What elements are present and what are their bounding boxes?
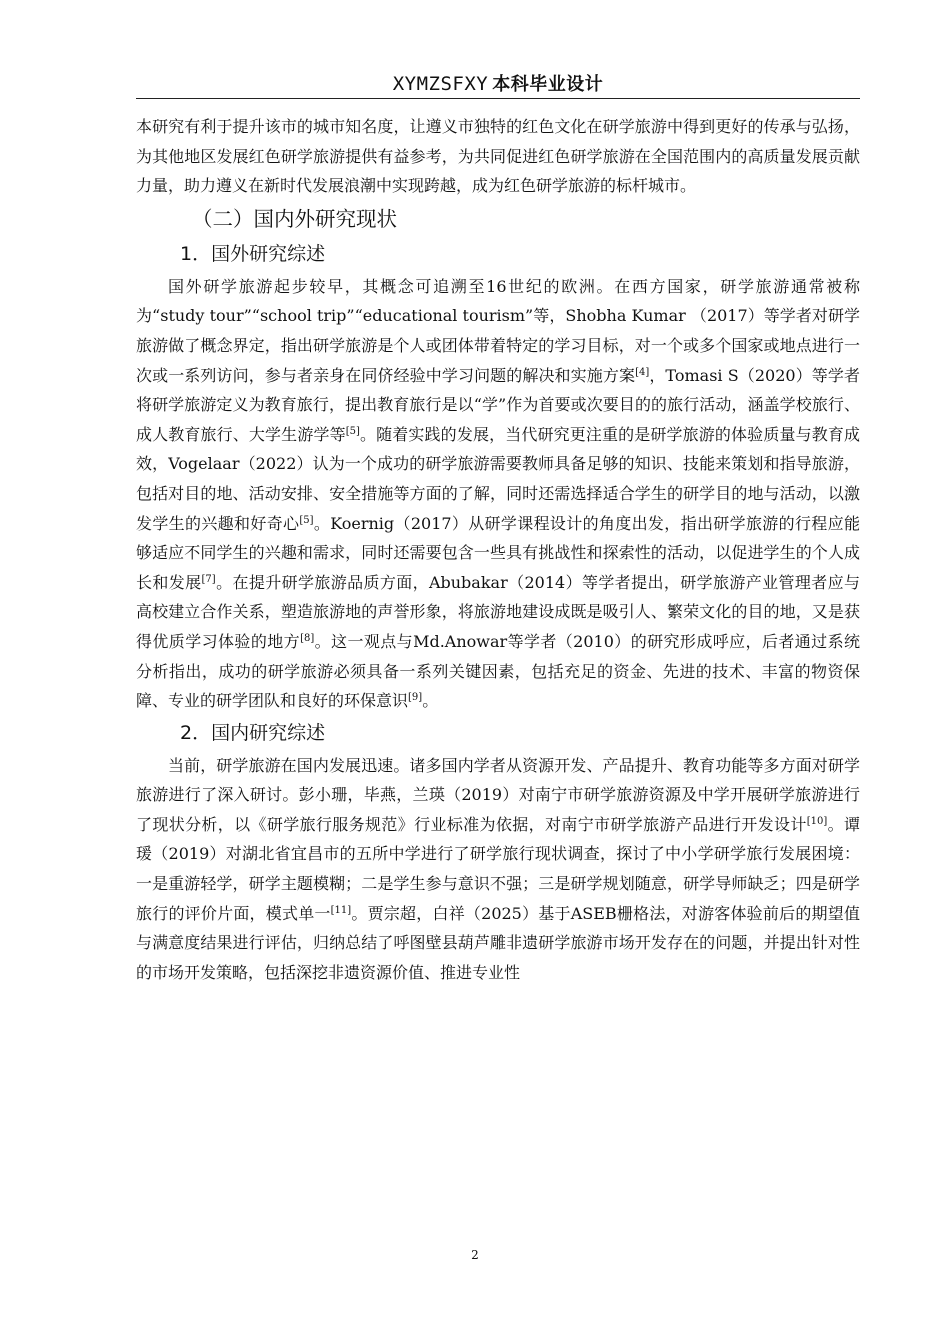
citation: [9]: [408, 692, 423, 704]
citation: [10]: [806, 815, 828, 827]
foreign-research-heading: 1．国外研究综述: [180, 242, 326, 265]
text-run: 。Koernig（2017）从研学课程设计的角度出发，指出研学旅游的行程应能够适应不同学生的兴趣和需求，同时还需要包含一些具有挑战性和探索性的活动，以促进学生的个人成长和发展: [136, 513, 860, 592]
foreign-research-paragraph: [136, 272, 860, 716]
section-heading: （二）国内外研究现状: [192, 206, 397, 231]
header-rule: [136, 98, 860, 99]
text-run: 当前，研学旅游在国内发展迅速。诸多国内学者从资源开发、产品提升、教育功能等多方面对研学旅游进行了深入研讨。彭小珊，毕燕，兰瑛（2019）对南宁市研学旅游资源及中学开展研学旅游进行了现状分析，以《研学旅行服务规范》行业标准为依据，对南宁市研学旅游产品进行开发设计: [136, 755, 860, 834]
citation: [4]: [635, 366, 650, 378]
text-run: 。贾宗超，白祥（2025）基于ASEB栅格法，对游客体验前后的期望值与满意度结果进行评估，归纳总结了呼图壁县葫芦雕非遗研学旅游市场开发存在的问题，并提出针对性的市场开发策略，包括深挖非遗资源价值、推进专业性: [136, 903, 860, 982]
header-title: 本科毕业设计: [492, 74, 604, 95]
citation: [8]: [300, 632, 315, 644]
citation: [5]: [345, 425, 360, 437]
page-header: [136, 70, 860, 98]
header-code: XYMZSFXY: [392, 73, 489, 95]
domestic-research-paragraph: [136, 751, 860, 988]
citation: [7]: [201, 573, 216, 585]
citation: [5]: [299, 514, 314, 526]
page-body: [136, 112, 860, 987]
text-run: 。随着实践的发展，当代研究更注重的是研学旅游的体验质量与教育成效，Vogelaar（2022）认为一个成功的研学旅游需要教师具备足够的知识、技能来策划和指导旅游，包括对目的地、活动安排、安全措施等方面的了解，同时还需选择适合学生的研学目的地与活动，以激发学生的兴趣和好奇心: [136, 424, 860, 533]
citation: [11]: [330, 904, 352, 916]
domestic-research-heading: 2．国内研究综述: [180, 721, 326, 744]
page-number: 2: [471, 1248, 479, 1262]
text-run: 。这一观点与Md.Anowar等学者（2010）的研究形成呼应，后者通过系统分析指出，成功的研学旅游必须具备一系列关键因素，包括充足的资金、先进的技术、丰富的物资保障、专业的研学团队和良好的环保意识: [136, 631, 860, 711]
continuation-paragraph: 本研究有利于提升该市的城市知名度，让遵义市独特的红色文化在研学旅游中得到更好的传承与弘扬，为其他地区发展红色研学旅游提供有益参考，为共同促进红色研学旅游在全国范围内的高质量发展贡献力量，助力遵义在新时代发展浪潮中实现跨越，成为红色研学旅游的标杆城市。: [136, 117, 860, 196]
text-run: 。在提升研学旅游品质方面，Abubakar（2014）等学者提出，研学旅游产业管理者应与高校建立合作关系，塑造旅游地的声誉形象，将旅游地建设成既是吸引人、繁荣文化的目的地，又是获得优质学习体验的地方: [136, 572, 860, 651]
text-run: 。谭瑗（2019）对湖北省宜昌市的五所中学进行了研学旅行现状调查，探讨了中小学研学旅行发展困境：一是重游轻学，研学主题模糊；二是学生参与意识不强；三是研学规划随意，研学导师缺乏；四是研学旅行的评价片面，模式单一: [136, 814, 860, 923]
text-run: ，Tomasi S（2020）等学者将研学旅游定义为教育旅行，提出教育旅行是以“学”作为首要或次要目的的旅行活动，涵盖学校旅行、成人教育旅行、大学生游学等: [136, 365, 860, 444]
text-run: 国外研学旅游起步较早，其概念可追溯至16世纪的欧洲。在西方国家，研学旅游通常被称为“study tour”“school trip”“educational tourism”等，Shobha Kumar （2017）等学者对研学旅游做了概念界定，指出研学旅游是个人或团体带着特定的学习目标，对一个或多个国家或地点进行一次或一系列访问，参与者亲身在同侪经验中学习问题的解决和实施方案: [136, 276, 860, 385]
text-run: 。: [422, 691, 439, 711]
